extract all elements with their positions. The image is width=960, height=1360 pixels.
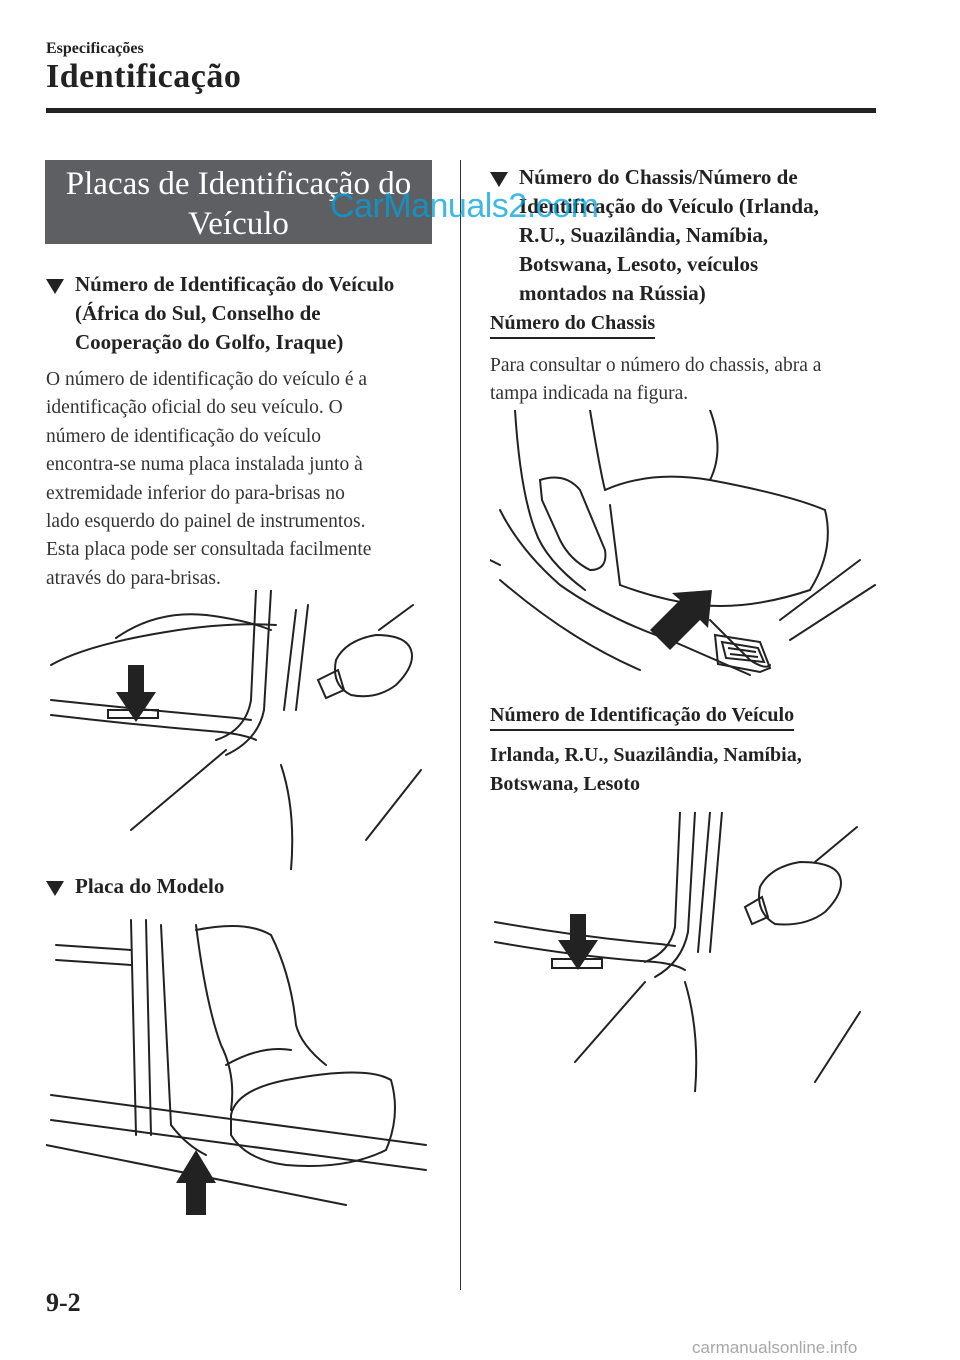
page-number: 9-2	[46, 1288, 81, 1317]
windshield-vin-illustration	[46, 590, 446, 870]
footer-url[interactable]: carmanualsonline.info	[692, 1338, 858, 1357]
triangle-bullet-icon	[46, 279, 64, 294]
paragraph-line: número de identificação do veículo	[46, 425, 322, 447]
arrow-up-icon	[176, 1150, 216, 1215]
subheading-vin: Número de Identificação do Veículo	[490, 704, 794, 731]
model-plate-illustration	[46, 915, 446, 1215]
watermark: CarManuals2.com	[330, 187, 599, 225]
heading-line: Botswana, Lesoto, veículos	[519, 252, 759, 276]
triangle-bullet-icon	[46, 881, 64, 896]
arrow-down-icon	[558, 914, 598, 970]
paragraph-line: Esta placa pode ser consultada facilmente	[46, 539, 372, 561]
right-heading-chassis	[490, 163, 890, 308]
heading-line: R.U., Suazilândia, Namíbia,	[519, 223, 769, 247]
heading-line: montados na Rússia)	[519, 281, 706, 305]
left-heading-model-plate	[46, 872, 446, 901]
paragraph-line: O número de identificação do veículo é a	[46, 369, 368, 390]
top-rule	[46, 108, 876, 113]
heading-line: Número de Identificação do Veículo	[75, 272, 395, 296]
paragraph-line: identificação oficial do seu veículo. O	[46, 397, 343, 419]
paragraph-line: através do para-brisas.	[46, 567, 221, 589]
subheading-chassis-number: Número do Chassis	[490, 312, 655, 339]
right-paragraph-chassis	[490, 352, 890, 409]
banner-line-1: Placas de Identificação do	[65, 166, 412, 202]
triangle-bullet-icon	[490, 172, 508, 187]
column-divider	[460, 160, 461, 1290]
banner-line-2: Veículo	[188, 206, 289, 242]
paragraph-line: Irlanda, R.U., Suazilândia, Namíbia,	[490, 744, 802, 766]
heading-line: Identificação do Veículo (Irlanda,	[519, 194, 819, 218]
paragraph-line: tampa indicada na figura.	[490, 383, 689, 405]
chapter-label: Especificações	[46, 40, 144, 57]
vin-windshield-illustration-2	[490, 812, 880, 1092]
right-bold-paragraph-countries	[490, 741, 890, 799]
paragraph-line: lado esquerdo do painel de instrumentos.	[46, 511, 366, 533]
heading-line: Placa do Modelo	[75, 874, 225, 898]
paragraph-line: extremidade inferior do para-brisas no	[46, 482, 345, 504]
chassis-seat-illustration	[490, 410, 880, 695]
left-paragraph-vin	[46, 366, 446, 593]
heading-line: Cooperação do Golfo, Iraque)	[75, 330, 344, 354]
page-section-title: Identificação	[46, 58, 242, 95]
arrow-up-icon	[650, 590, 712, 650]
arrow-down-icon	[116, 665, 156, 722]
paragraph-line: encontra-se numa placa instalada junto à	[46, 454, 363, 476]
heading-line: Número do Chassis/Número de	[519, 165, 798, 189]
heading-line: (África do Sul, Conselho de	[75, 301, 321, 325]
paragraph-line: Para consultar o número do chassis, abra a	[490, 355, 822, 376]
left-heading-vin	[46, 270, 446, 357]
paragraph-line: Botswana, Lesoto	[490, 773, 641, 795]
